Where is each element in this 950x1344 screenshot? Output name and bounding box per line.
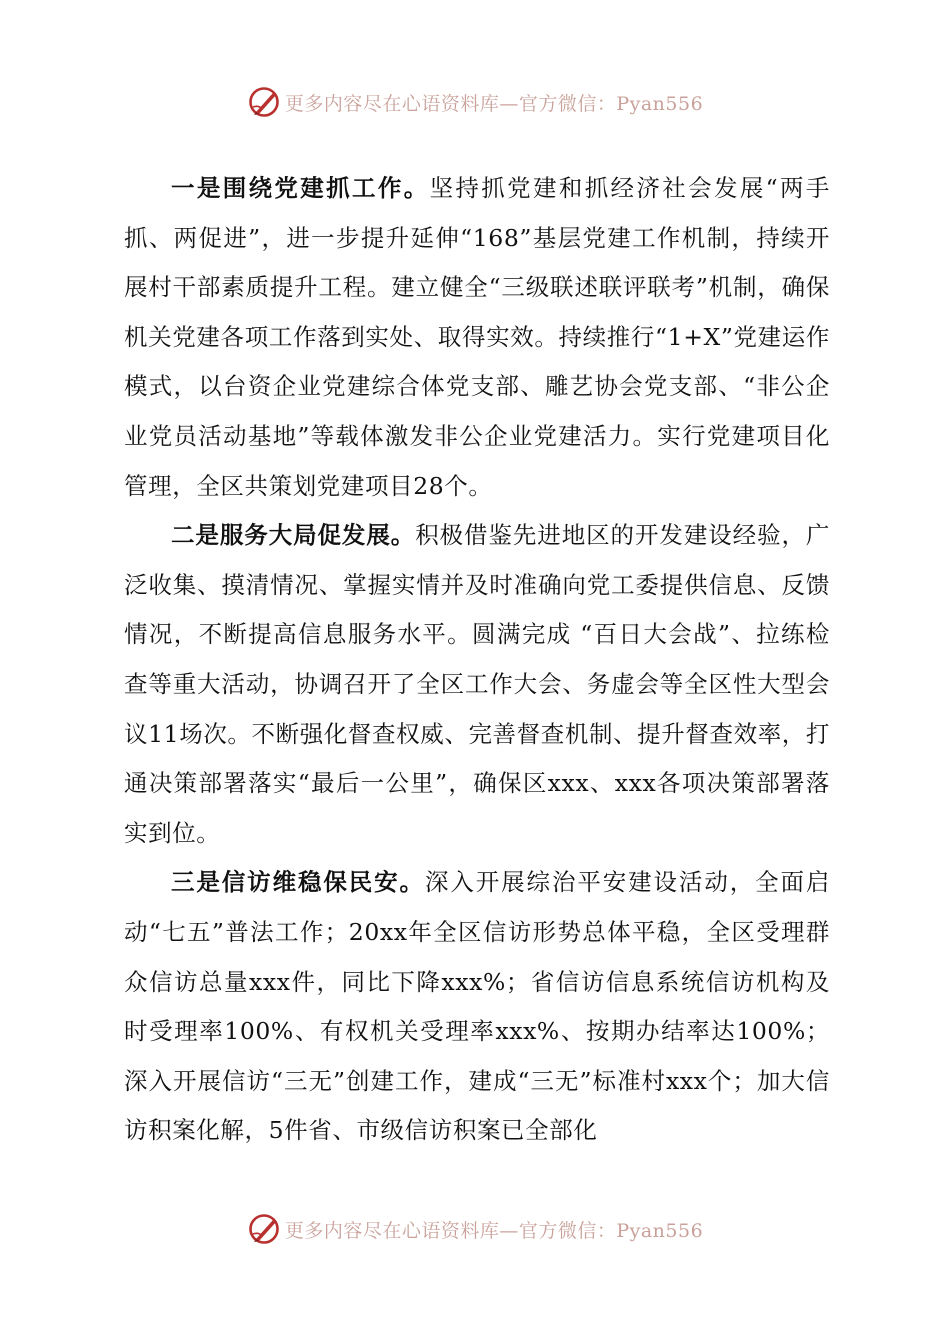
paragraph-heading: 一是围绕党建抓工作。: [171, 174, 430, 202]
paragraph-party-building: [124, 164, 830, 511]
pen-circle-logo-icon: [247, 1212, 281, 1246]
footer-watermark: [0, 1209, 950, 1249]
watermark-text: 更多内容尽在心语资料库—官方微信：Pyan556: [284, 1219, 704, 1242]
watermark-text: 更多内容尽在心语资料库—官方微信：Pyan556: [284, 92, 704, 115]
paragraph-text: 坚持抓党建和抓经济社会发展“两手抓、两促进”，进一步提升延伸“168”基层党建工作机制，持续开展村干部素质提升工程。建立健全“三级联述联评联考”机制，确保机关党建各项工作落到实处、取得实效。持续推行“1+X”党建运作模式，以台资企业党建综合体党支部、雕艺协会党支部、“非公企业党员活动基地”等载体激发非公企业党建活力。实行党建项目化管理，全区共策划党建项目28个。: [124, 174, 831, 500]
paragraph-text: 积极借鉴先进地区的开发建设经验，广泛收集、摸清情况、掌握实情并及时准确向党工委提供信息、反馈情况，不断提高信息服务水平。圆满完成 “百日大会战”、拉练检查等重大活动，协调召开了全区工作大会、务虚会等全区性大型会议11场次。不断强化督查权威、完善督查机制、提升督查效率，打通决策部署落实“最后一公里”，确保区xxx、xxx各项决策部署落实到位。: [124, 521, 831, 847]
paragraph-text: 深入开展综治平安建设活动，全面启动“七五”普法工作；20xx年全区信访形势总体平稳，全区受理群众信访总量xxx件，同比下降xxx%；省信访信息系统信访机构及时受理率100%、有权机关受理率xxx%、按期办结率达100%；深入开展信访“三无”创建工作，建成“三无”标准村xxx个；加大信访积案化解，5件省、市级信访积案已全部化: [124, 868, 831, 1145]
paragraph-heading: 三是信访维稳保民安。: [171, 868, 425, 897]
pen-circle-logo-icon: [247, 85, 281, 119]
document-body: [124, 164, 830, 1156]
paragraph-heading: 二是服务大局促发展。: [171, 521, 416, 550]
header-watermark: [0, 82, 950, 122]
paragraph-service-development: [124, 511, 830, 858]
paragraph-petition-stability: [124, 858, 830, 1156]
